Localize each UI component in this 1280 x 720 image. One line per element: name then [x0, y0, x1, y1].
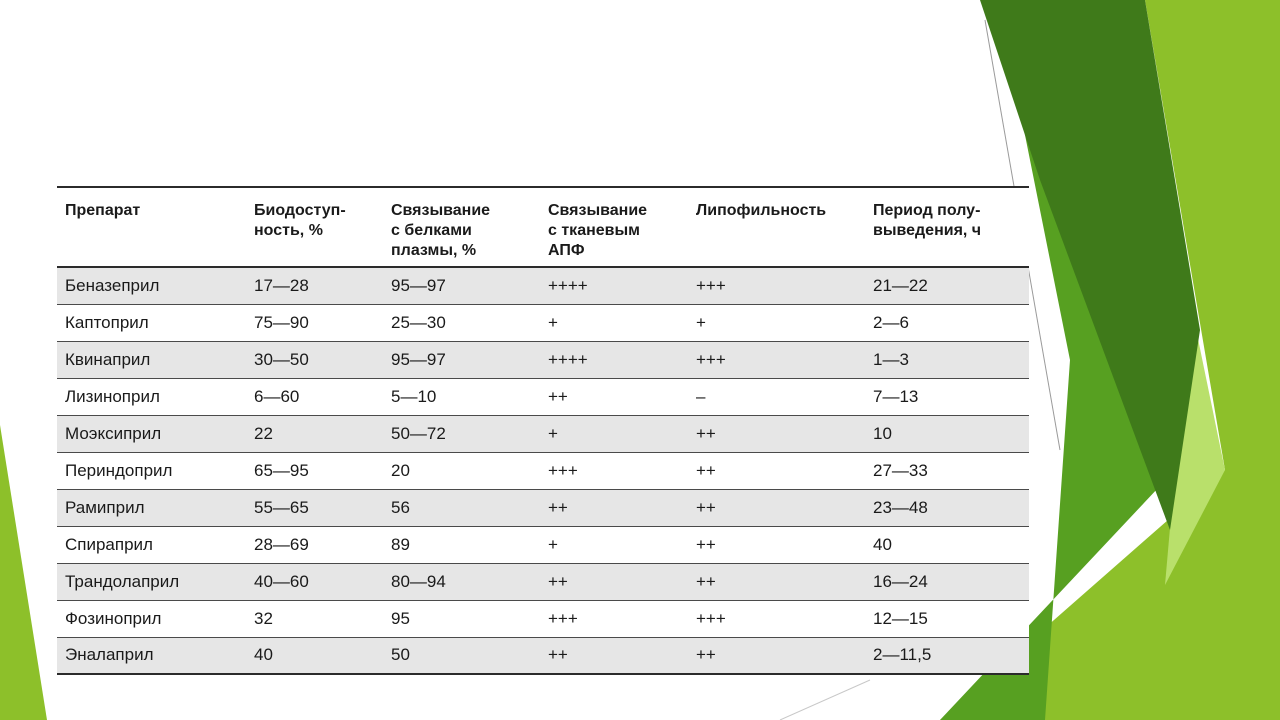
- cell-half-life: 10: [865, 415, 1029, 452]
- cell-lipophilicity: ++: [688, 526, 865, 563]
- cell-bioavailability: 55—65: [246, 489, 383, 526]
- cell-bioavailability: 28—69: [246, 526, 383, 563]
- cell-plasma-protein-binding: 95—97: [383, 341, 540, 378]
- cell-half-life: 40: [865, 526, 1029, 563]
- cell-plasma-protein-binding: 25—30: [383, 304, 540, 341]
- cell-plasma-protein-binding: 95—97: [383, 267, 540, 304]
- cell-lipophilicity: ++: [688, 489, 865, 526]
- table-row: [57, 526, 1029, 563]
- cell-tissue-ace-binding: ++++: [540, 267, 688, 304]
- thin-guide-line-bottom: [780, 680, 870, 720]
- cell-tissue-ace-binding: ++: [540, 489, 688, 526]
- cell-tissue-ace-binding: +++: [540, 600, 688, 637]
- cell-half-life: 16—24: [865, 563, 1029, 600]
- cell-lipophilicity: –: [688, 378, 865, 415]
- table-row: [57, 304, 1029, 341]
- cell-plasma-protein-binding: 50: [383, 637, 540, 674]
- table-row: [57, 600, 1029, 637]
- header-drug: Препарат: [57, 187, 246, 267]
- cell-plasma-protein-binding: 80—94: [383, 563, 540, 600]
- cell-half-life: 27—33: [865, 452, 1029, 489]
- table-row: [57, 452, 1029, 489]
- cell-lipophilicity: +++: [688, 267, 865, 304]
- cell-drug-name: Каптоприл: [57, 304, 246, 341]
- table-row: [57, 489, 1029, 526]
- cell-drug-name: Спираприл: [57, 526, 246, 563]
- cell-plasma-protein-binding: 89: [383, 526, 540, 563]
- cell-drug-name: Эналаприл: [57, 637, 246, 674]
- table-row: [57, 267, 1029, 304]
- cell-tissue-ace-binding: +: [540, 304, 688, 341]
- cell-tissue-ace-binding: ++: [540, 378, 688, 415]
- header-tissue-ace-binding: Связывание с тканевым АПФ: [540, 187, 688, 267]
- acei-comparison-table-container: [57, 186, 1029, 675]
- cell-half-life: 7—13: [865, 378, 1029, 415]
- cell-plasma-protein-binding: 20: [383, 452, 540, 489]
- table-row: [57, 415, 1029, 452]
- cell-bioavailability: 32: [246, 600, 383, 637]
- cell-drug-name: Фозиноприл: [57, 600, 246, 637]
- cell-plasma-protein-binding: 50—72: [383, 415, 540, 452]
- cell-lipophilicity: ++: [688, 563, 865, 600]
- cell-tissue-ace-binding: ++: [540, 637, 688, 674]
- header-lipophilicity: Липофильность: [688, 187, 865, 267]
- cell-drug-name: Квинаприл: [57, 341, 246, 378]
- cell-bioavailability: 75—90: [246, 304, 383, 341]
- acei-comparison-table: [57, 186, 1029, 675]
- cell-lipophilicity: ++: [688, 415, 865, 452]
- left-green-wedge: [0, 425, 47, 720]
- cell-bioavailability: 40: [246, 637, 383, 674]
- header-plasma-protein-binding: Связывание с белками плазмы, %: [383, 187, 540, 267]
- cell-half-life: 12—15: [865, 600, 1029, 637]
- cell-bioavailability: 22: [246, 415, 383, 452]
- cell-bioavailability: 30—50: [246, 341, 383, 378]
- cell-half-life: 2—6: [865, 304, 1029, 341]
- cell-tissue-ace-binding: +++: [540, 452, 688, 489]
- header-half-life: Период полу- выведения, ч: [865, 187, 1029, 267]
- cell-bioavailability: 6—60: [246, 378, 383, 415]
- cell-lipophilicity: +: [688, 304, 865, 341]
- cell-tissue-ace-binding: +: [540, 415, 688, 452]
- cell-tissue-ace-binding: +: [540, 526, 688, 563]
- table-row: [57, 378, 1029, 415]
- cell-lipophilicity: ++: [688, 452, 865, 489]
- cell-drug-name: Лизиноприл: [57, 378, 246, 415]
- cell-plasma-protein-binding: 95: [383, 600, 540, 637]
- cell-tissue-ace-binding: ++: [540, 563, 688, 600]
- table-body: [57, 267, 1029, 674]
- cell-half-life: 1—3: [865, 341, 1029, 378]
- table-header-row: [57, 187, 1029, 267]
- cell-drug-name: Трандолаприл: [57, 563, 246, 600]
- cell-tissue-ace-binding: ++++: [540, 341, 688, 378]
- cell-drug-name: Рамиприл: [57, 489, 246, 526]
- cell-half-life: 2—11,5: [865, 637, 1029, 674]
- cell-drug-name: Периндоприл: [57, 452, 246, 489]
- cell-half-life: 23—48: [865, 489, 1029, 526]
- cell-bioavailability: 65—95: [246, 452, 383, 489]
- cell-lipophilicity: +++: [688, 341, 865, 378]
- cell-drug-name: Беназеприл: [57, 267, 246, 304]
- cell-drug-name: Моэксиприл: [57, 415, 246, 452]
- cell-plasma-protein-binding: 56: [383, 489, 540, 526]
- table-row: [57, 637, 1029, 674]
- cell-half-life: 21—22: [865, 267, 1029, 304]
- cell-bioavailability: 40—60: [246, 563, 383, 600]
- header-bioavailability: Биодоступ- ность, %: [246, 187, 383, 267]
- cell-lipophilicity: +++: [688, 600, 865, 637]
- table-row: [57, 341, 1029, 378]
- cell-plasma-protein-binding: 5—10: [383, 378, 540, 415]
- cell-lipophilicity: ++: [688, 637, 865, 674]
- table-row: [57, 563, 1029, 600]
- cell-bioavailability: 17—28: [246, 267, 383, 304]
